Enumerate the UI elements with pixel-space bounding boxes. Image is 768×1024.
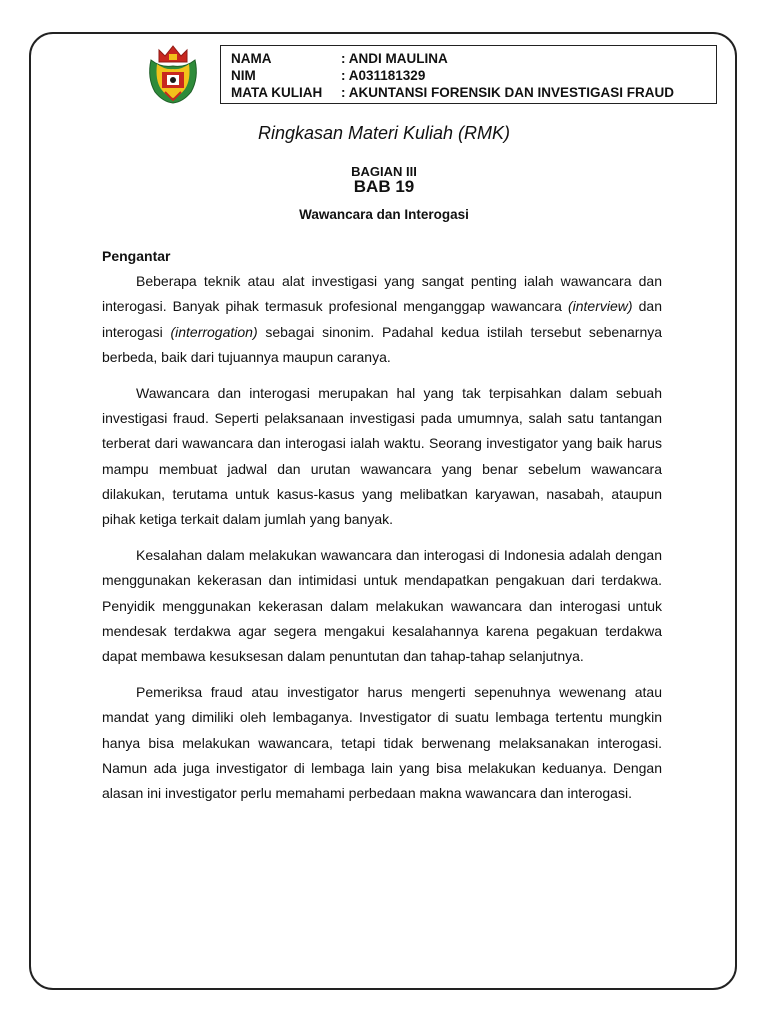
name-row: [231, 50, 716, 67]
document-title: Ringkasan Materi Kuliah (RMK): [257, 123, 511, 143]
nim-label: NIM: [231, 68, 256, 83]
chapter-number: BAB 19: [353, 177, 415, 196]
paragraph-text: sebagai sinonim. Padahal kedua istilah tersebut sebenarnya berbeda, baik dari tujuannya maupun caranya.: [102, 323, 663, 365]
paragraph-text: dan interogasi: [102, 298, 662, 340]
paragraph-text: Pemeriksa fraud atau investigator harus mengerti sepenuhnya wewenang atau mandat yang dimiliki oleh lembaganya. Investigator di suatu lembaga tertentu mungkin hanya bisa melakukan wawancara, tetapi tidak berwenang melaksanakan interogasi. Namun ada juga investigator di lembaga lain yang bisa melakukan keduanya. Dengan alasan ini investigator perlu memahami perbedaan makna wawancara dan interogasi.: [102, 684, 662, 802]
name-value: : ANDI MAULINA: [341, 51, 448, 66]
section-heading: Pengantar: [102, 248, 171, 264]
paragraph: [102, 680, 662, 806]
paragraph-list: [102, 269, 662, 806]
name-label: NAMA: [231, 51, 272, 66]
paragraph: [102, 381, 662, 532]
paragraph-text: Wawancara dan interogasi merupakan hal yang tak terpisahkan dalam sebuah investigasi fraud. Seperti pelaksanaan investigasi pada umumnya, salah satu tantangan terberat dari wawancara dan interogasi ialah waktu. Seorang investigator yang baik harus mampu membuat jadwal dan urutan wawancara yang benar sebelum wawancara dilakukan, terutama untuk kasus-kasus yang melibatkan karyawan, nasabah, ataupun pihak ketiga terkait dalam jumlah yang banyak.: [102, 385, 662, 528]
course-value: : AKUNTANSI FORENSIK DAN INVESTIGASI FRAUD: [341, 85, 675, 100]
student-info-box: [220, 45, 717, 104]
paragraph: [102, 543, 662, 669]
nim-row: [231, 67, 716, 84]
chapter-title: Wawancara dan Interogasi: [299, 207, 469, 222]
paragraph-text: Beberapa teknik atau alat investigasi yang sangat penting ialah wawancara dan interogasi. Banyak pihak termasuk profesional menganggap wawancara: [102, 273, 662, 315]
paragraph-text: Kesalahan dalam melakukan wawancara dan interogasi di Indonesia adalah dengan menggunakan kekerasan dan intimidasi untuk mendapatkan pengakuan dari terdakwa. Penyidik menggunakan kekerasan dalam melakukan wawancara dan interogasi untuk mendesak terdakwa agar segera mengakui kesalahannya karena pegakuan terdakwa dapat membawa kesuksesan dalam penuntutan dan tahap-tahap selanjutnya.: [102, 547, 662, 665]
body-text: [102, 244, 662, 817]
paragraph: [102, 269, 662, 370]
italic-term: (interrogation): [170, 323, 258, 340]
section-label: BAGIAN III: [351, 164, 417, 179]
course-row: [231, 84, 716, 101]
university-crest-icon: [145, 42, 201, 104]
course-label: MATA KULIAH: [231, 85, 323, 100]
italic-term: (interview): [567, 298, 633, 315]
nim-value: : A031181329: [341, 68, 426, 83]
